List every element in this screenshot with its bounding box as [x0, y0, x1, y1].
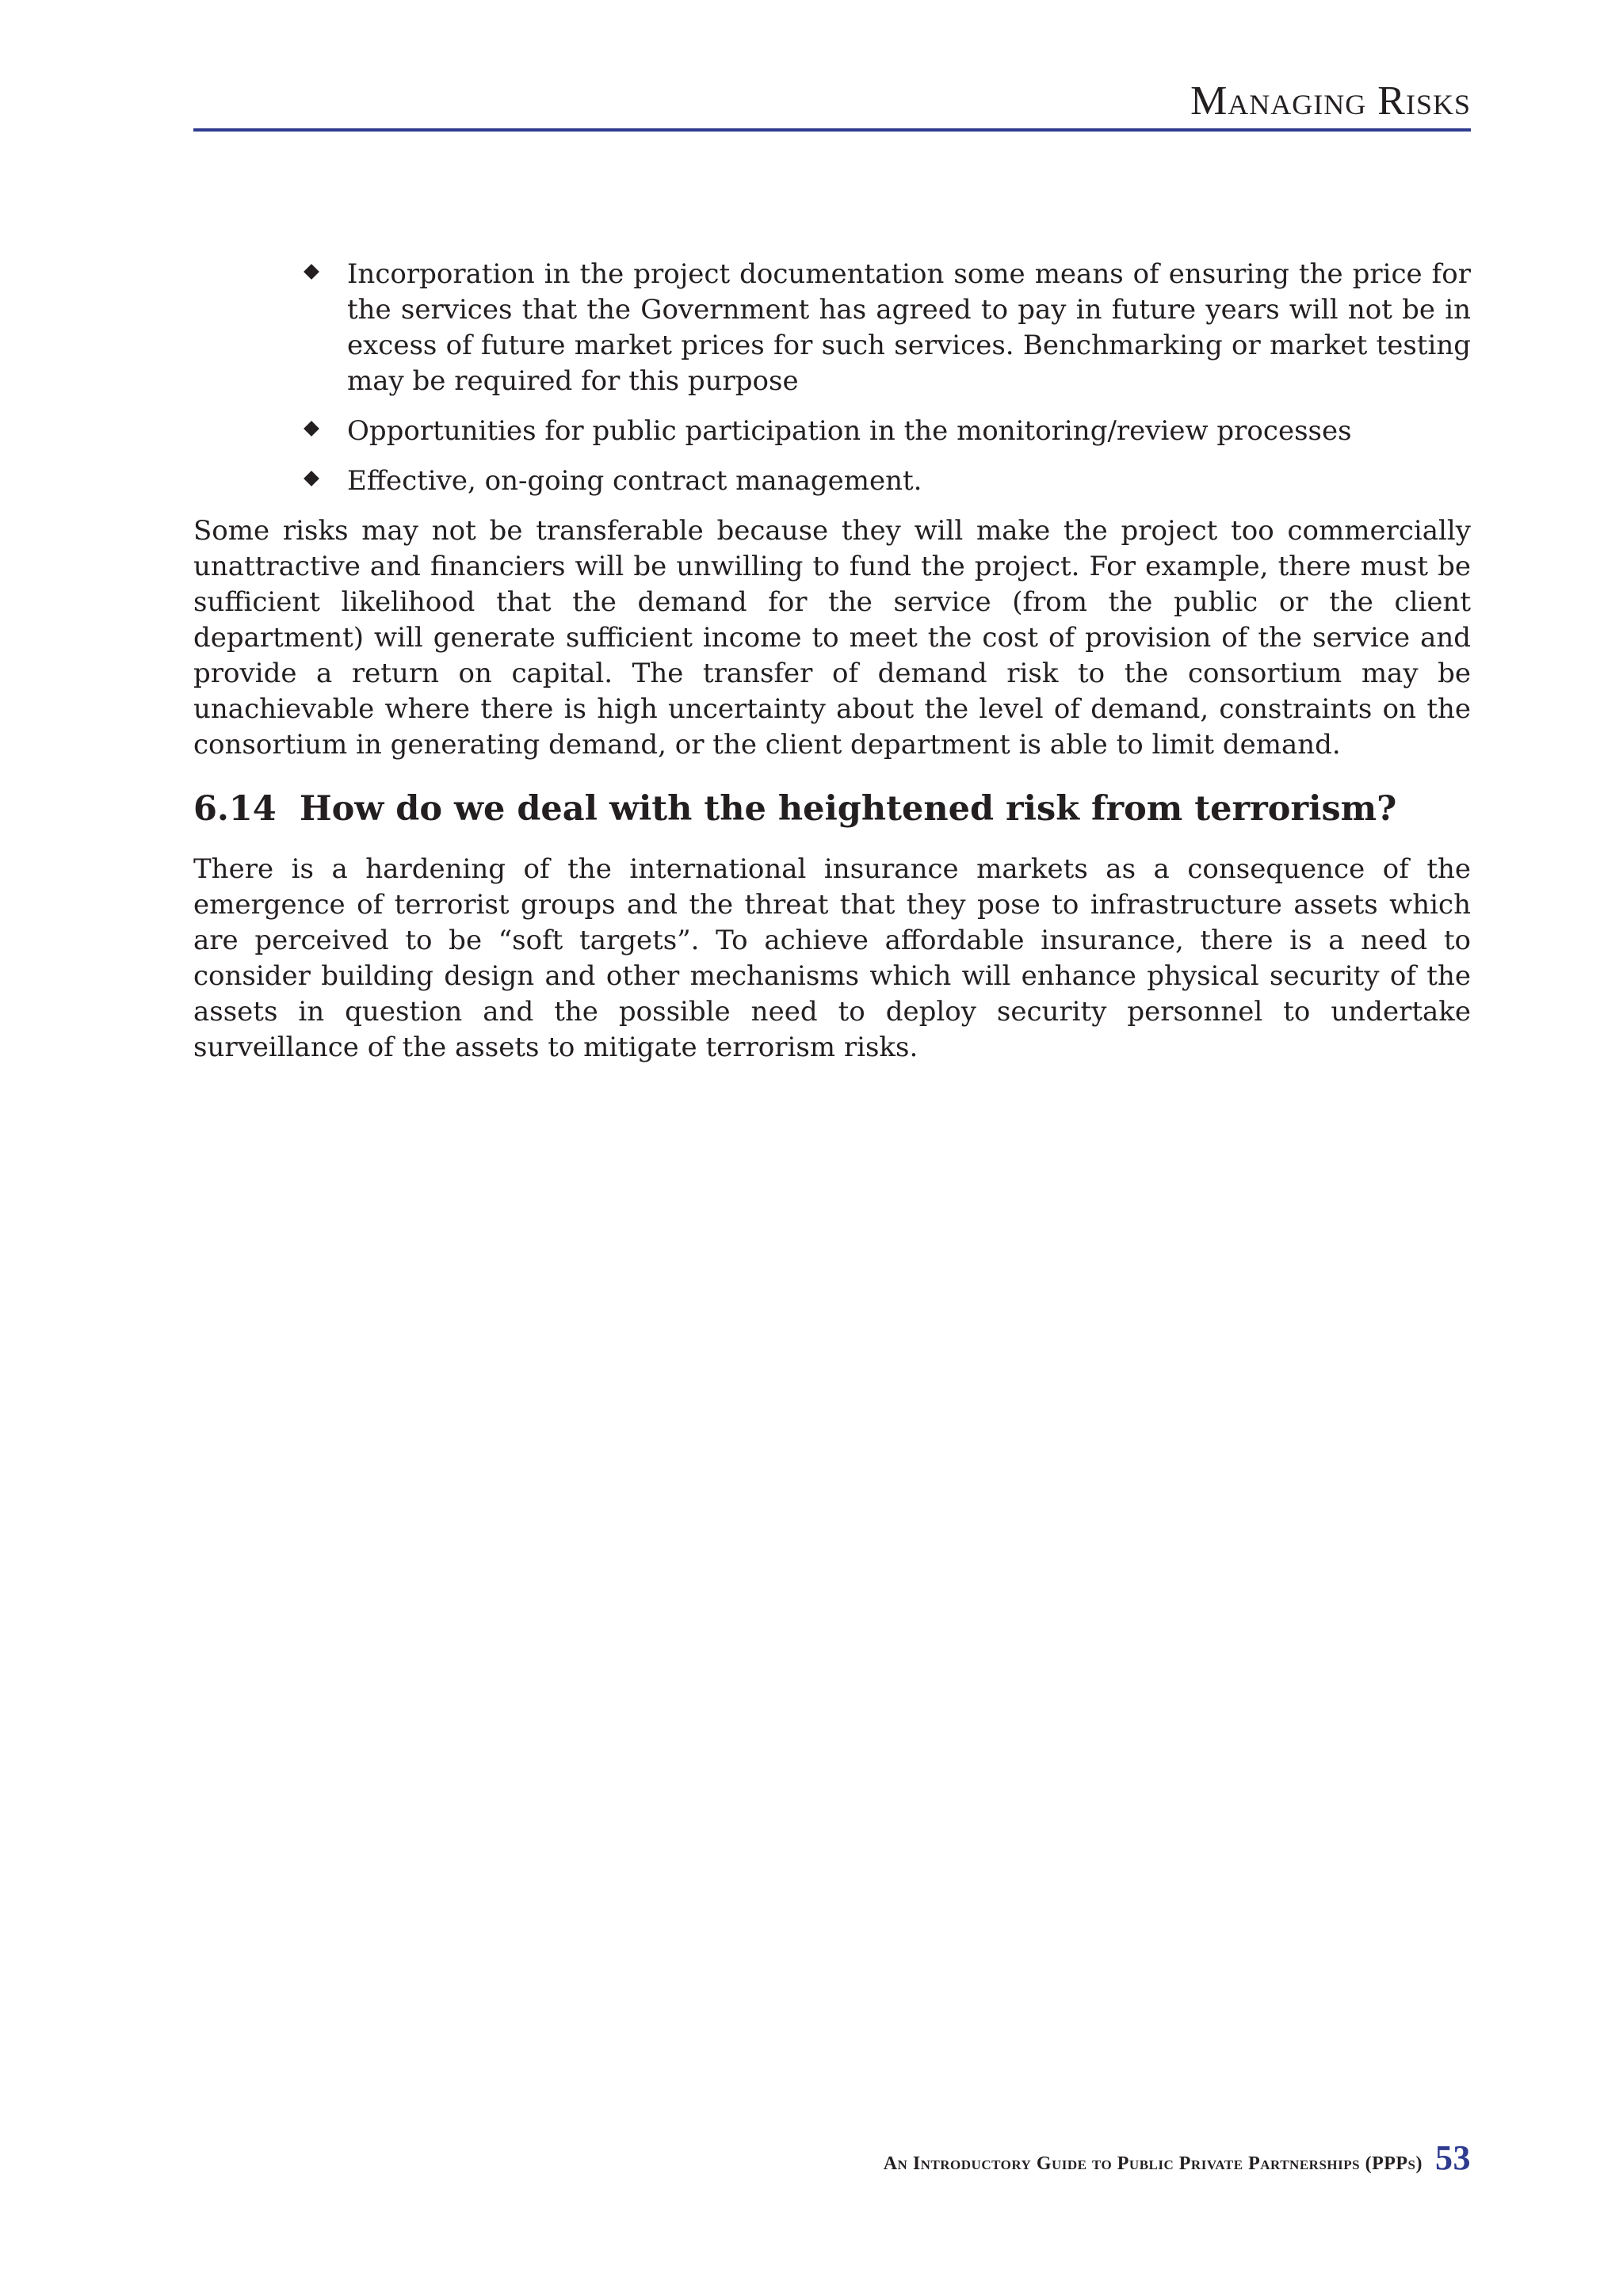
list-item: [347, 414, 1471, 449]
list-item-text: Effective, on-going contract management.: [347, 465, 922, 497]
diamond-bullet-icon: [304, 471, 319, 486]
paragraph-terrorism: There is a hardening of the international insurance markets as a consequence of the emergence of terrorist groups and the threat that they pose to infrastructure assets which are perceived to be “soft targets”. To achieve affordable insurance, there is a need to consider building design and other mechanisms which will enhance physical security of the assets in question and the possible need to deploy security personnel to undertake surveillance of the assets to mitigate terrorism risks.: [193, 853, 1471, 1063]
section-number: 6.14: [193, 789, 277, 829]
page-number: 53: [1435, 2138, 1471, 2177]
bullet-list: [193, 257, 1471, 499]
paragraph-risk-transfer: Some risks may not be transferable because they will make the project too commercially unattractive and financiers will be unwilling to fund the project. For example, there must be sufficient likelihood that the demand for the service (from the public or the client department) will generate sufficient income to meet the cost of provision of the service and provide a return on capital. The transfer of demand risk to the consortium may be unachievable where there is high uncertainty about the level of demand, constraints on the consortium in generating demand, or the client department is able to limit demand.: [193, 515, 1471, 761]
diamond-bullet-icon: [304, 421, 319, 437]
list-item: [347, 257, 1471, 399]
header-rule: [193, 128, 1471, 132]
diamond-bullet-icon: [304, 264, 319, 280]
footer-guide-title: An Introductory Guide to Public Private Partnerships (PPPs): [883, 2153, 1423, 2174]
list-item: [347, 463, 1471, 499]
list-item-text: Opportunities for public participation in the monitoring/review processes: [347, 415, 1352, 447]
running-title: Managing Risks: [1190, 78, 1471, 124]
page-footer: [884, 2138, 1471, 2184]
list-item-text: Incorporation in the project documentation some means of ensuring the price for the services that the Government has agreed to pay in future years will not be in excess of future market prices for such services. Benchmarking or market testing may be required for this purpose: [347, 258, 1471, 397]
section-title: How do we deal with the heightened risk from terrorism?: [300, 789, 1397, 829]
page-content: [193, 257, 1471, 1089]
section-heading: [193, 787, 1471, 831]
